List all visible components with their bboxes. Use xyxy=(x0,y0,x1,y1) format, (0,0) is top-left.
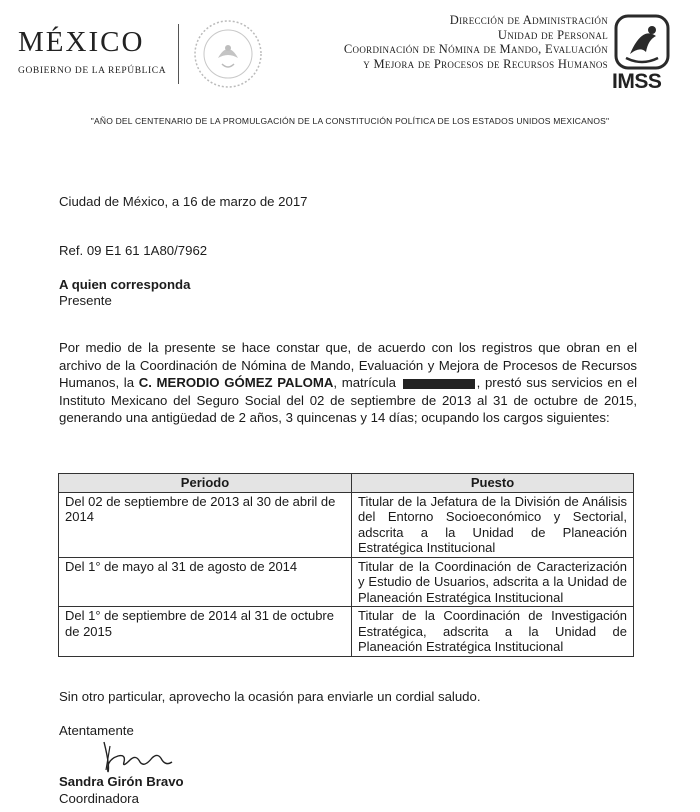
issuing-office-block xyxy=(344,13,608,71)
mexico-logo-text: MÉXICO xyxy=(18,26,145,58)
table-row xyxy=(59,492,634,557)
signer-name: Sandra Girón Bravo xyxy=(59,774,184,789)
periodo-cell: Del 1° de mayo al 31 de agosto de 2014 xyxy=(59,557,352,607)
column-header: Periodo xyxy=(59,474,352,493)
office-line: Unidad de Personal xyxy=(497,27,608,42)
redacted-id xyxy=(403,379,475,389)
para-text: , prestó sus servicios en el Instituto Mexicano del Seguro Social del 02 de septiembre de 2013 al 31 de octubre de 2015, generando una antigüedad de 2 años, 3 quincenas y 14 días; ocupando los cargos siguientes: xyxy=(59,375,638,425)
table-row xyxy=(59,557,634,607)
gobierno-subtitle: GOBIERNO DE LA REPÚBLICA xyxy=(18,66,167,76)
office-line: Dirección de Administración xyxy=(449,13,608,27)
table-row xyxy=(59,607,634,657)
puesto-cell: Titular de la Coordinación de Investigación Estratégica, adscrita a la Unidad de Planeación Estratégica Institucional xyxy=(352,607,634,657)
header-divider xyxy=(178,24,179,84)
closing-line: Sin otro particular, aprovecho la ocasión para enviarle un cordial saludo. xyxy=(59,689,481,704)
puesto-cell: Titular de la Jefatura de la División de Análisis del Entorno Socioeconómico y Sectorial, adscrita a la Unidad de Planeación Estratégica Institucional xyxy=(352,492,634,557)
column-header: Puesto xyxy=(352,474,634,493)
table-header-row xyxy=(59,474,634,493)
imss-label: IMSS xyxy=(612,70,662,93)
place-date: Ciudad de México, a 16 de marzo de 2017 xyxy=(59,194,308,209)
atentamente-line: Atentamente xyxy=(59,723,134,738)
office-line: y Mejora de Procesos de Recursos Humanos xyxy=(363,56,608,71)
puesto-cell: Titular de la Coordinación de Caracterización y Estudio de Usuarios, adscrita a la Unidad de Planeación Estratégica Institucional xyxy=(352,557,634,607)
national-seal-icon xyxy=(192,18,264,90)
official-motto: "AÑO DEL CENTENARIO DE LA PROMULGACIÓN DE LA CONSTITUCIÓN POLÍTICA DE LOS ESTADOS UNIDOS MEXICANOS" xyxy=(90,116,610,126)
greeting: A quien corresponda xyxy=(59,277,191,292)
para-text: Por medio de la presente se hace constar que, de acuerdo con los registros que obran en el archivo de la Coordinación de Nómina de Mando, Evaluación y Mejora de Procesos de Recursos Humanos, la xyxy=(59,340,637,390)
office-line: Coordinación de Nómina de Mando, Evaluación xyxy=(343,42,608,56)
positions-table xyxy=(58,473,634,657)
periodo-cell: Del 1° de septiembre de 2014 al 31 de octubre de 2015 xyxy=(59,607,352,657)
presente-line: Presente xyxy=(59,293,112,308)
signer-title: Coordinadora xyxy=(59,791,139,806)
handwritten-signature-icon xyxy=(96,736,186,776)
body-paragraph xyxy=(59,339,637,427)
para-text: , matrícula xyxy=(333,375,396,390)
person-name: C. MERODIO GÓMEZ PALOMA xyxy=(138,375,334,390)
periodo-cell: Del 02 de septiembre de 2013 al 30 de abril de 2014 xyxy=(59,492,352,557)
reference-number: Ref. 09 E1 61 1A80/7962 xyxy=(59,243,208,258)
